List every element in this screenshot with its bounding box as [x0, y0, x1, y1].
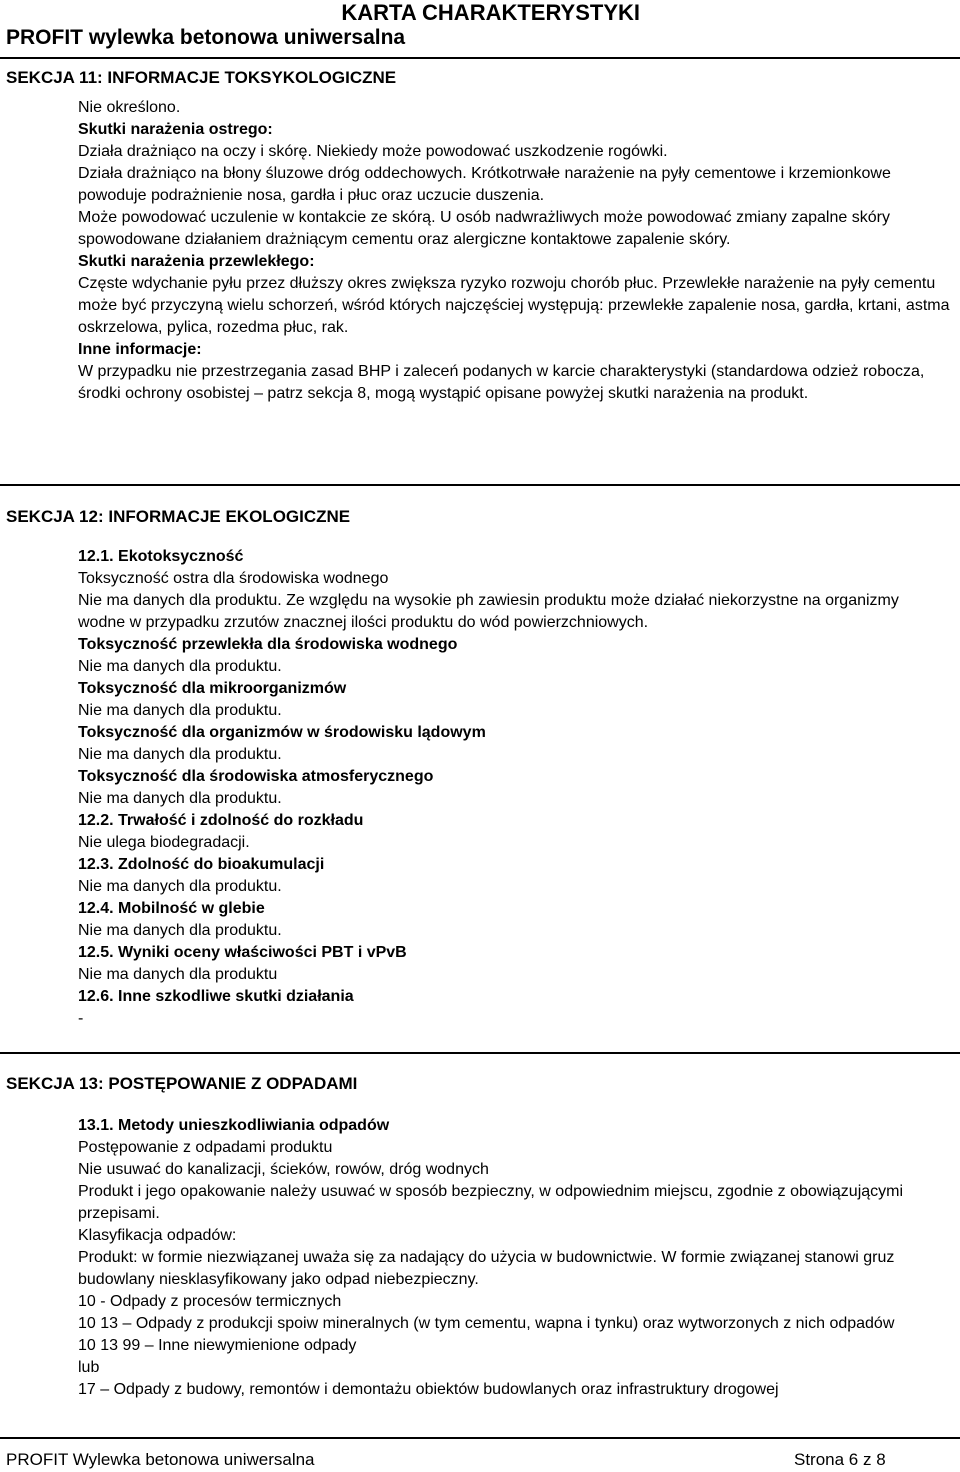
paragraph: - [78, 1010, 84, 1027]
subheading: 13.1. Metody unieszkodliwiania odpadów [78, 1117, 390, 1134]
section-13-title: SEKCJA 13: POSTĘPOWANIE Z ODPADAMI [6, 1074, 358, 1093]
subheading: Toksyczność dla środowiska atmosferycznego [78, 768, 434, 785]
paragraph: Nie ma danych dla produktu. Ze względu na wysokie ph zawiesin produktu może działać niekorzystne na organizmy wodne w przypadku zrzutów znacznej ilości produktu do wód powierzchniowych. [78, 592, 899, 631]
subheading: Toksyczność dla mikroorganizmów [78, 680, 347, 697]
paragraph: Nie ma danych dla produktu. [78, 746, 282, 763]
paragraph: 10 13 99 – Inne niewymienione odpady [78, 1337, 357, 1354]
paragraph: Nie ma danych dla produktu. [78, 878, 282, 895]
paragraph: Działa drażniąco na oczy i skórę. Niekiedy może powodować uszkodzenie rogówki. [78, 143, 668, 160]
subheading: 12.3. Zdolność do bioakumulacji [78, 856, 325, 873]
section-12-title: SEKCJA 12: INFORMACJE EKOLOGICZNE [6, 507, 351, 526]
paragraph: Nie ma danych dla produktu [78, 966, 278, 983]
paragraph: Nie ma danych dla produktu. [78, 702, 282, 719]
paragraph: Produkt: w formie niezwiązanej uważa się za nadający do użycia w budownictwie. W formie związanej stanowi gruz budowlany niesklasyfikowany jako odpad niebezpieczny. [78, 1249, 895, 1288]
section-11-title: SEKCJA 11: INFORMACJE TOKSYKOLOGICZNE [6, 68, 397, 87]
subheading: 12.6. Inne szkodliwe skutki działania [78, 988, 354, 1005]
header-rule [0, 57, 960, 59]
paragraph: Częste wdychanie pyłu przez dłuższy okres zwiększa ryzyko rozwoju chorób płuc. Przewlekłe narażenie na pyły cementu może być przyczyną wielu schorzeń, wśród których najczęściej występują: przewlekłe zapalenie nosa, gardła, krtani, astma oskrzelowa, pylica, rozedma płuc, rak. [78, 275, 950, 336]
paragraph: Nie usuwać do kanalizacji, ścieków, rowów, dróg wodnych [78, 1161, 489, 1178]
paragraph: 17 – Odpady z budowy, remontów i demontażu obiektów budowlanych oraz infrastruktury drogowej [78, 1381, 779, 1398]
subheading: Skutki narażenia ostrego: [78, 121, 273, 138]
paragraph: Działa drażniąco na błony śluzowe dróg oddechowych. Krótkotrwałe narażenie na pyły cementowe i krzemionkowe powoduje podrażnienie nosa, gardła i płuc oraz uczucie duszenia. [78, 165, 891, 204]
section-13-rule [0, 1052, 960, 1054]
paragraph: 10 - Odpady z procesów termicznych [78, 1293, 342, 1310]
section-12-rule [0, 484, 960, 486]
product-name: PROFIT wylewka betonowa uniwersalna [6, 26, 406, 49]
subheading: Toksyczność dla organizmów w środowisku lądowym [78, 724, 486, 741]
paragraph: Może powodować uczulenie w kontakcie ze skórą. U osób nadwrażliwych może powodować zmiany zapalne skóry spowodowane działaniem drażniącym cementu oraz alergiczne kontaktowe zapalenie skóry. [78, 209, 890, 248]
document-title: KARTA CHARAKTERYSTYKI [341, 0, 640, 25]
footer-page-number: Strona 6 z 8 [794, 1450, 886, 1469]
footer-product: PROFIT Wylewka betonowa uniwersalna [6, 1450, 315, 1469]
subheading: 12.5. Wyniki oceny właściwości PBT i vPvB [78, 944, 407, 961]
footer-rule [0, 1437, 960, 1439]
section-11-body [78, 97, 950, 405]
subheading: Skutki narażenia przewlekłego: [78, 253, 315, 270]
paragraph: lub [78, 1359, 100, 1376]
paragraph: Nie ulega biodegradacji. [78, 834, 250, 851]
paragraph: Postępowanie z odpadami produktu [78, 1139, 333, 1156]
paragraph: Nie ma danych dla produktu. [78, 790, 282, 807]
paragraph: 10 13 – Odpady z produkcji spoiw mineralnych (w tym cementu, wapna i tynku) oraz wytworzonych z nich odpadów [78, 1315, 895, 1332]
paragraph: Nie ma danych dla produktu. [78, 922, 282, 939]
paragraph: Toksyczność ostra dla środowiska wodnego [78, 570, 389, 587]
paragraph: Nie ma danych dla produktu. [78, 658, 282, 675]
section-12-body [78, 546, 950, 1030]
paragraph: Produkt i jego opakowanie należy usuwać w sposób bezpieczny, w odpowiednim miejscu, zgodnie z obowiązującymi przepisami. [78, 1183, 904, 1222]
subheading: Inne informacje: [78, 341, 202, 358]
subheading: 12.1. Ekotoksyczność [78, 548, 244, 565]
paragraph: Nie określono. [78, 99, 181, 116]
subheading: Toksyczność przewlekła dla środowiska wodnego [78, 636, 458, 653]
paragraph: W przypadku nie przestrzegania zasad BHP i zaleceń podanych w karcie charakterystyki (standardowa odzież robocza, środki ochrony osobistej – patrz sekcja 8, mogą wystąpić opisane powyżej skutki narażenia na produkt. [78, 363, 925, 402]
section-13-body [78, 1115, 950, 1401]
subheading: 12.2. Trwałość i zdolność do rozkładu [78, 812, 364, 829]
paragraph: Klasyfikacja odpadów: [78, 1227, 237, 1244]
subheading: 12.4. Mobilność w glebie [78, 900, 265, 917]
